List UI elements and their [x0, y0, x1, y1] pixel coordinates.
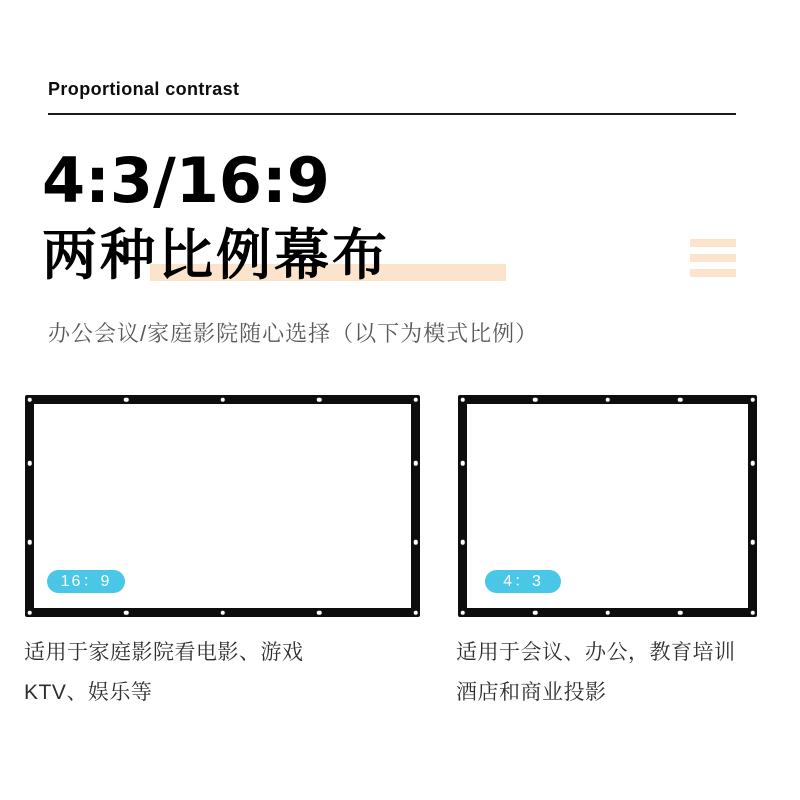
ratio-badge-4-3: 4：3 [485, 570, 561, 593]
grommet-eyelet-icon [749, 539, 756, 546]
grommet-eyelet-icon [749, 396, 756, 403]
screen-illustration-4-3 [458, 395, 757, 617]
menu-bar [690, 254, 736, 262]
grommet-eyelet-icon [412, 539, 419, 546]
grommet-eyelet-icon [604, 609, 611, 616]
grommet-eyelet-icon [26, 609, 33, 616]
grommet-eyelet-icon [219, 396, 226, 403]
grommet-eyelet-icon [532, 396, 539, 403]
grommet-eyelet-icon [123, 396, 130, 403]
grommet-eyelet-icon [412, 609, 419, 616]
grommet-eyelet-icon [26, 539, 33, 546]
caption-line: 酒店和商业投影 [456, 681, 607, 704]
grommet-eyelet-icon [123, 609, 130, 616]
grommet-eyelet-icon [316, 396, 323, 403]
grommet-eyelet-icon [749, 609, 756, 616]
grommet-eyelet-icon [677, 396, 684, 403]
grommet-eyelet-icon [459, 609, 466, 616]
eyebrow-label: Proportional contrast [48, 79, 240, 99]
grommet-eyelet-icon [749, 460, 756, 467]
grommet-eyelet-icon [316, 609, 323, 616]
grommet-eyelet-icon [219, 609, 226, 616]
menu-bars-icon [690, 239, 736, 277]
caption-16-9 [24, 633, 424, 713]
grommet-eyelet-icon [26, 396, 33, 403]
grommet-eyelet-icon [459, 539, 466, 546]
menu-bar [690, 269, 736, 277]
header-divider-line [48, 113, 736, 115]
grommet-eyelet-icon [412, 396, 419, 403]
grommet-eyelet-icon [459, 396, 466, 403]
grommet-eyelet-icon [604, 396, 611, 403]
page-title-chinese: 两种比例幕布 [42, 224, 391, 286]
page-title-ratio: 4:3/16:9 [42, 144, 330, 217]
subtitle-text: 办公会议/家庭影院随心选择（以下为模式比例） [48, 321, 539, 346]
grommet-eyelet-icon [459, 460, 466, 467]
caption-4-3 [456, 633, 786, 713]
grommet-eyelet-icon [26, 460, 33, 467]
menu-bar [690, 239, 736, 247]
ratio-badge-16-9: 16：9 [47, 570, 125, 593]
caption-line: KTV、娱乐等 [24, 681, 153, 704]
grommet-eyelet-icon [532, 609, 539, 616]
screen-illustration-16-9 [25, 395, 420, 617]
grommet-eyelet-icon [412, 460, 419, 467]
caption-line: 适用于会议、办公，教育培训 [456, 641, 736, 664]
caption-line: 适用于家庭影院看电影、游戏 [24, 641, 304, 664]
grommet-eyelet-icon [677, 609, 684, 616]
